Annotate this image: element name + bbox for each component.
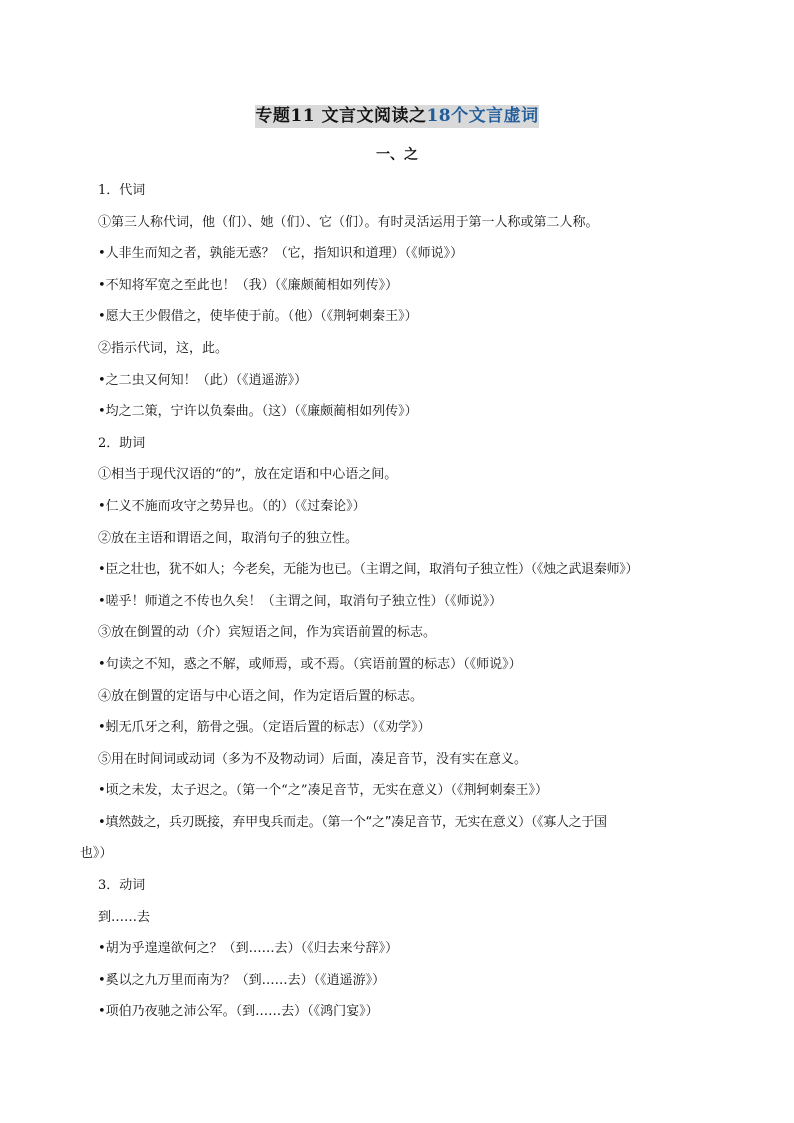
example-line: •仁义不施而攻守之势异也。（的）（《过秦论》） [98,498,366,514]
example-line: •句读之不知，惑之不解，或师焉，或不焉。（宾语前置的标志）（《师说》） [98,656,522,672]
example-line: •蚓无爪牙之利，筋骨之强。（定语后置的标志）（《劝学》） [98,720,431,736]
usage-description: ⑤用在时间词或动词（多为不及物动词）后面，凑足音节，没有实在意义。 [98,751,528,767]
category-heading-particle: 2．助词 [98,435,146,451]
example-line: •均之二策，宁许以负秦曲。（这）（《廉颇蔺相如列传》） [98,404,418,420]
title-prefix: 专题11 文言文阅读之 [255,106,427,126]
usage-description: ④放在倒置的定语与中心语之间，作为定语后置的标志。 [98,688,424,704]
example-line-wrapped-first: •填然鼓之，兵刃既接，弃甲曳兵而走。（第一个“之”凑足音节，无实在意义）（《寡人之于国 [98,814,607,830]
section-heading: 一、之 [376,147,418,163]
document-title [0,104,794,128]
example-line: •臣之壮也，犹不如人；今老矣，无能为也已。（主谓之间，取消句子独立性）（《烛之武退秦师》） [98,562,639,578]
usage-description: ②放在主语和谓语之间，取消句子的独立性。 [98,530,359,546]
usage-description: 到……去 [98,909,151,925]
example-line: •不知将军宽之至此也！（我）（《廉颇蔺相如列传》） [98,277,399,293]
document-body [80,175,730,1028]
example-line: •胡为乎遑遑欲何之？（到……去）（《归去来兮辞》） [98,941,399,957]
title-highlight: 18个文言虚词 [426,106,539,126]
example-line: •人非生而知之者，孰能无惑？（它，指知识和道理）（《师说》） [98,246,464,262]
example-line: •顷之未发，太子迟之。（第一个“之”凑足音节，无实在意义）（《荆轲刺秦王》） [98,783,548,799]
usage-description: ③放在倒置的动（介）宾短语之间，作为宾语前置的标志。 [98,625,437,641]
category-heading-pronoun: 1．代词 [98,183,146,198]
category-heading-verb: 3．动词 [98,878,146,894]
example-line: •奚以之九万里而南为？（到……去）（《逍遥游》） [98,972,386,988]
example-line: •嗟乎！师道之不传也久矣！（主谓之间，取消句子独立性）（《师说》） [98,593,503,609]
example-line: •愿大王少假借之，使毕使于前。（他）（《荆轲刺秦王》） [98,309,418,325]
usage-description: ②指示代词，这，此。 [98,340,229,356]
usage-description: ①相当于现代汉语的“的”，放在定语和中心语之间。 [98,467,398,483]
usage-description: ①第三人称代词，他（们）、她（们）、它（们）。有时灵活运用于第一人称或第二人称。 [98,214,599,230]
example-line: •项伯乃夜驰之沛公军。（到……去）（《鸿门宴》） [98,1004,379,1020]
example-line-wrapped-second: 也》） [80,846,113,862]
example-line: •之二虫又何知！（此）（《逍遥游》） [98,372,308,388]
